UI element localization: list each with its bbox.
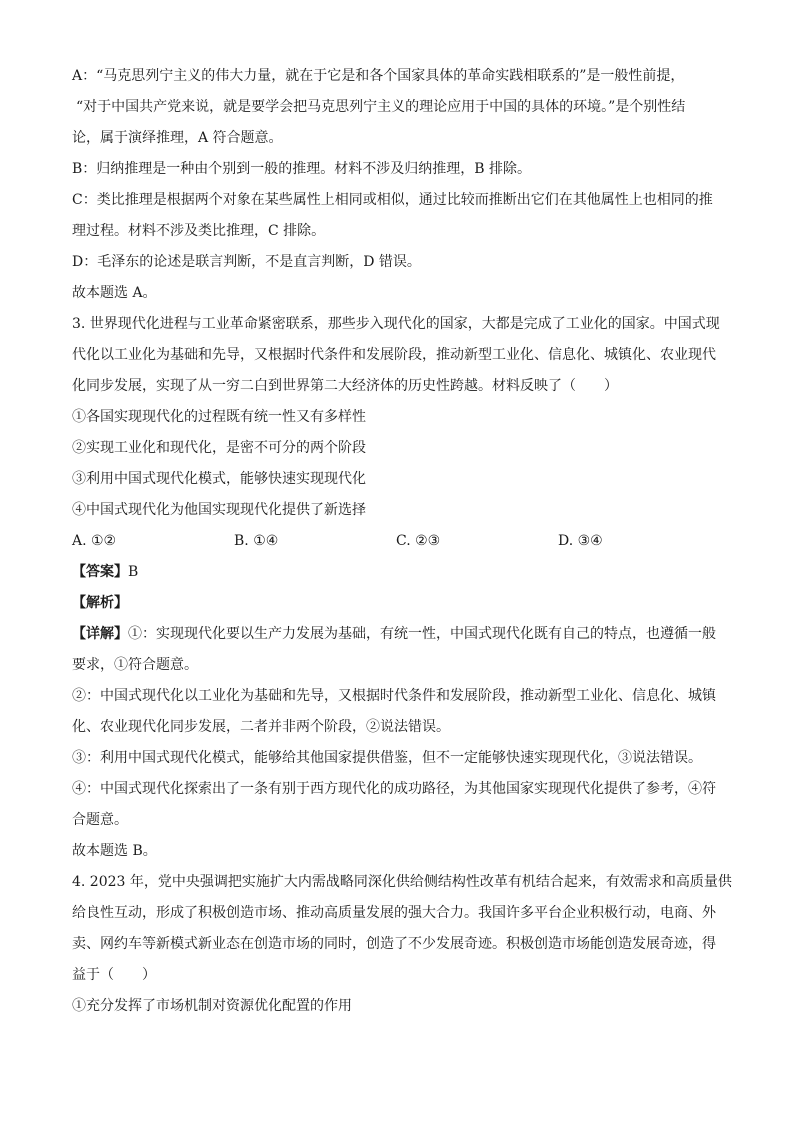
q4-stem-line-4: 益于（ ） — [72, 967, 156, 983]
document-body — [72, 61, 732, 1022]
q3-option-d: D. ③④ — [558, 533, 603, 549]
q2-conclusion: 故本题选 A。 — [72, 285, 157, 301]
q3-detail-line-6: ④：中国式现代化探索出了一条有别于西方现代化的成功路径，为其他国家实现现代化提供了参考，④符 — [72, 781, 716, 797]
q4-stem-line-2: 给良性互动，形成了积极创造市场、推动高质量发展的强大合力。我国许多平台企业积极行动，电商、外 — [72, 905, 716, 921]
q4-stem-line-1: 4. 2023 年，党中央强调把实施扩大内需战略同深化供给侧结构性改革有机结合起来，有效需求和高质量供 — [72, 874, 732, 890]
q3-stem-line-2: 代化以工业化为基础和先导，又根据时代条件和发展阶段，推动新型工业化、信息化、城镇化、农业现代 — [72, 347, 716, 363]
option-c-explanation-line-1: C：类比推理是根据两个对象在某些属性上相同或相似，通过比较而推断出它们在其他属性上也相同的推 — [72, 192, 713, 208]
option-a-explanation-line-1: A：“马克思列宁主义的伟大力量，就在于它是和各个国家具体的革命实践相联系的”是一般性前提， — [72, 68, 685, 84]
analysis-tag: 【解析】 — [72, 595, 128, 611]
q3-detail-line-2: 要求，①符合题意。 — [72, 657, 198, 673]
q3-detail-line-3: ②：中国式现代化以工业化为基础和先导，又根据时代条件和发展阶段，推动新型工业化、信息化、城镇 — [72, 688, 716, 704]
q3-analysis-heading — [72, 588, 724, 619]
detail-text-1: ①：实现现代化要以生产力发展为基础，有统一性，中国式现代化既有自己的特点，也遵循一般 — [128, 626, 716, 642]
q3-option-a: A. ①② — [72, 533, 117, 549]
q3-statement-1: ①各国实现现代化的过程既有统一性又有多样性 — [72, 409, 366, 425]
q3-detail-line-1 — [72, 619, 724, 650]
detail-tag: 【详解】 — [72, 626, 128, 642]
q3-detail-line-7: 合题意。 — [72, 812, 128, 828]
q3-statement-3: ③利用中国式现代化模式，能够快速实现现代化 — [72, 471, 366, 487]
option-a-explanation-line-2: “对于中国共产党来说，就是要学会把马克思列宁主义的理论应用于中国的具体的环境。”是个别性结 — [76, 99, 686, 115]
q3-statement-2: ②实现工业化和现代化，是密不可分的两个阶段 — [72, 440, 366, 456]
q4-stem-line-3: 卖、网约车等新模式新业态在创造市场的同时，创造了不少发展奇迹。积极创造市场能创造发展奇迹，得 — [72, 936, 716, 952]
q3-detail-line-4: 化、农业现代化同步发展，二者并非两个阶段，②说法错误。 — [72, 719, 450, 735]
option-c-explanation-line-2: 理过程。材料不涉及类比推理，C 排除。 — [72, 223, 326, 239]
q3-stem-line-1: 3. 世界现代化进程与工业革命紧密联系，那些步入现代化的国家，大都是完成了工业化的国家。中国式现 — [72, 316, 720, 332]
q3-stem-line-3: 化同步发展，实现了从一穷二白到世界第二大经济体的历史性跨越。材料反映了（ ） — [72, 378, 618, 394]
option-d-explanation: D：毛泽东的论述是联言判断，不是直言判断，D 错误。 — [72, 254, 421, 270]
option-b-explanation: B：归纳推理是一种由个别到一般的推理。材料不涉及归纳推理，B 排除。 — [72, 161, 532, 177]
q3-conclusion: 故本题选 B。 — [72, 843, 157, 859]
q3-option-c: C. ②③ — [396, 533, 441, 549]
q3-detail-line-5: ③：利用中国式现代化模式，能够给其他国家提供借鉴，但不一定能够快速实现现代化，③说法错误。 — [72, 750, 702, 766]
q3-options — [72, 526, 724, 557]
option-a-explanation-line-3: 论，属于演绎推理，A 符合题意。 — [72, 130, 283, 146]
answer-value: B — [128, 564, 139, 580]
answer-tag: 【答案】 — [72, 564, 128, 580]
q4-statement-1: ①充分发挥了市场机制对资源优化配置的作用 — [72, 998, 352, 1014]
q3-answer — [72, 557, 724, 588]
q3-statement-4: ④中国式现代化为他国实现现代化提供了新选择 — [72, 502, 366, 518]
q3-option-b: B. ①④ — [234, 533, 279, 549]
